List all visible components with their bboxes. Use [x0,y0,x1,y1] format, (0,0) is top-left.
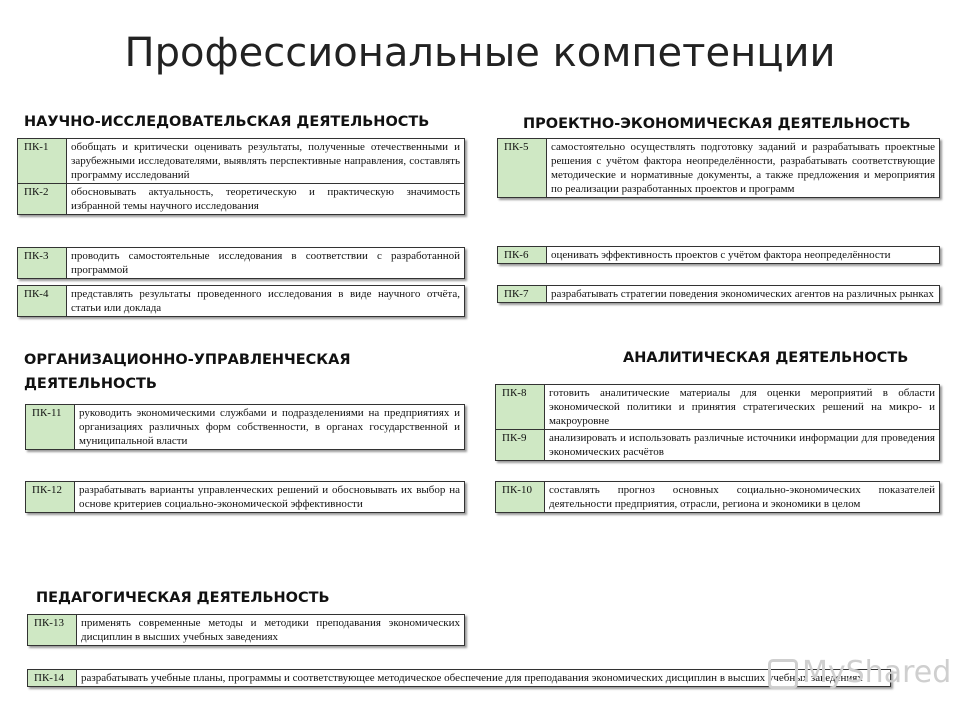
competency-code: ПК-1 [18,139,67,184]
competency-code: ПК-12 [26,482,75,513]
pk12-table [25,481,465,513]
table-row [498,139,940,198]
competency-text: применять современные методы и методики преподавания экономических дисциплин в высших учебных заведениях [77,615,465,646]
competency-code: ПК-2 [18,184,67,215]
competency-code: ПК-5 [498,139,547,198]
management-heading-line2: ДЕЯТЕЛЬНОСТЬ [24,376,157,392]
table-row [496,430,940,461]
pk3-table [17,247,465,279]
competency-text: разрабатывать варианты управленческих решений и обосновывать их выбор на основе критериев социально-экономической эффективности [75,482,465,513]
management-heading-line1: ОРГАНИЗАЦИОННО-УПРАВЛЕНЧЕСКАЯ [24,352,351,368]
competency-text: самостоятельно осуществлять подготовку заданий и разрабатывать проектные решения с учётом фактора неопределённости, разрабатывать соответствующие методические и нормативные документы, а также предложения и мероприятия по реализации разработанных проектов и программ [547,139,940,198]
competency-text: готовить аналитические материалы для оценки мероприятий в области экономической политики и принятия стратегических решений на микро- и макроуровне [545,385,940,430]
table-row [18,286,465,317]
table-row [18,139,465,184]
management-heading [24,348,351,396]
analytics-heading: АНАЛИТИЧЕСКАЯ ДЕЯТЕЛЬНОСТЬ [623,350,909,366]
table-row [26,482,465,513]
table-row [28,615,465,646]
watermark-logo-icon [768,659,798,689]
pk11-table [25,404,465,450]
pk13-table [27,614,465,646]
competency-code: ПК-9 [496,430,545,461]
competency-text: оценивать эффективность проектов с учётом фактора неопределённости [547,247,940,264]
competency-text: проводить самостоятельные исследования в соответствии с разработанной программой [67,248,465,279]
pk8-9-table [495,384,940,461]
competency-text: представлять результаты проведенного исследования в виде научного отчёта, статьи или доклада [67,286,465,317]
watermark-text: MyShared [802,655,952,690]
competency-code: ПК-11 [26,405,75,450]
pk7-table [497,285,940,303]
teaching-heading: ПЕДАГОГИЧЕСКАЯ ДЕЯТЕЛЬНОСТЬ [36,590,330,606]
pk5-table [497,138,940,198]
competency-code: ПК-3 [18,248,67,279]
competency-code: ПК-14 [28,670,77,687]
competency-code: ПК-4 [18,286,67,317]
competency-text: обобщать и критически оценивать результаты, полученные отечественными и зарубежными исследователями, выявлять перспективные направления, составлять программу исследований [67,139,465,184]
pk10-table [495,481,940,513]
watermark [768,655,951,690]
page-title: Профессиональные компетенции [124,30,836,76]
pk1-2-table [17,138,465,215]
table-row [498,286,940,303]
project-heading: ПРОЕКТНО-ЭКОНОМИЧЕСКАЯ ДЕЯТЕЛЬНОСТЬ [523,116,911,132]
table-row [496,482,940,513]
research-heading: НАУЧНО-ИССЛЕДОВАТЕЛЬСКАЯ ДЕЯТЕЛЬНОСТЬ [24,114,430,130]
competency-text: разрабатывать учебные планы, программы и соответствующее методическое обеспечение для преподавания экономических дисциплин в высших учебных заведениях [77,670,891,687]
table-row [28,670,891,687]
competency-text: разрабатывать стратегии поведения экономических агентов на различных рынках [547,286,940,303]
pk14-table [27,669,891,687]
competency-text: составлять прогноз основных социально-экономических показателей деятельности предприятия, отрасли, региона и экономики в целом [545,482,940,513]
competency-text: руководить экономическими службами и подразделениями на предприятиях и организациях различных форм собственности, в органах государственной и муниципальной власти [75,405,465,450]
competency-code: ПК-13 [28,615,77,646]
competency-text: обосновывать актуальность, теоретическую и практическую значимость избранной темы научного исследования [67,184,465,215]
pk4-table [17,285,465,317]
table-row [496,385,940,430]
competency-code: ПК-10 [496,482,545,513]
competency-code: ПК-6 [498,247,547,264]
table-row [498,247,940,264]
competency-code: ПК-7 [498,286,547,303]
table-row [18,184,465,215]
competency-text: анализировать и использовать различные источники информации для проведения экономических расчётов [545,430,940,461]
table-row [26,405,465,450]
competency-code: ПК-8 [496,385,545,430]
pk6-table [497,246,940,264]
table-row [18,248,465,279]
